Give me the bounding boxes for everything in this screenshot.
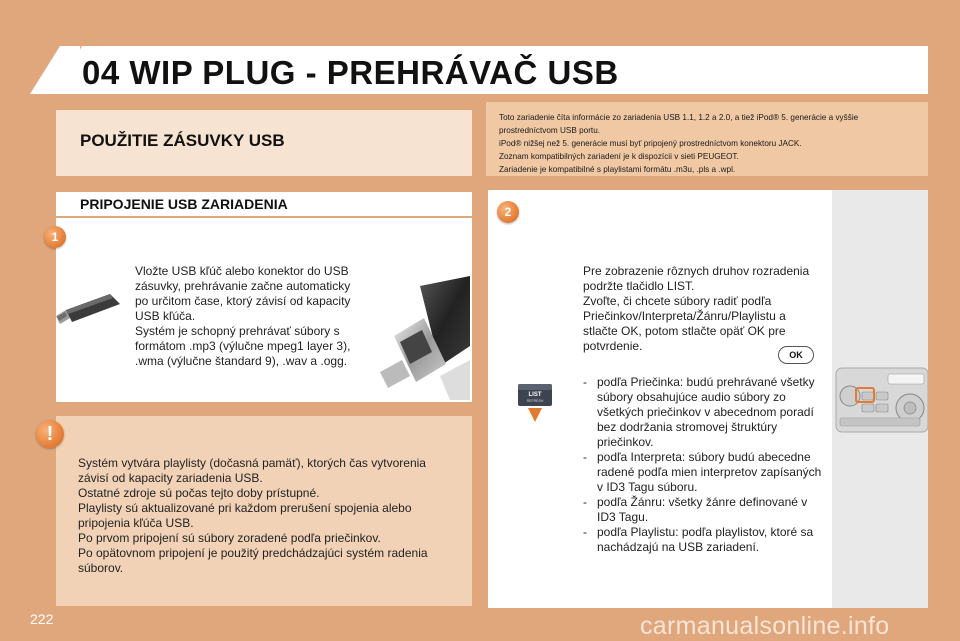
info-text [499, 111, 924, 176]
sort-line: potvrdenie. [583, 339, 643, 353]
sort-line: Priečinkov/Interpreta/Žánru/Playlistu a [583, 309, 786, 323]
sort-line: Pre zobrazenie rôznych druhov rozradenia [583, 264, 810, 278]
bullet-dash: - [583, 525, 587, 539]
watermark-text: carmanualsonline.info [640, 612, 890, 640]
warning-line: Playlisty sú aktualizované pri každom prerušení spojenia alebo [78, 501, 412, 515]
connect-line: USB kľúča. [135, 309, 196, 323]
sort-options-list [583, 375, 828, 555]
sort-line: stlačte OK, potom stlačte opäť OK pre [583, 324, 786, 338]
usb-plug-photo [380, 276, 470, 400]
warning-text [78, 456, 458, 576]
bullet-dash: - [583, 375, 587, 389]
page-number: 222 [30, 611, 54, 627]
warning-line: závisí od kapacity zariadenia USB. [78, 471, 263, 485]
info-line: iPod® nižšej než 5. generácie musí byť pripojený prostredníctvom konektoru JACK. [499, 139, 802, 148]
ok-button-icon: OK [778, 346, 814, 364]
connect-line: po určitom čase, ktorý závisí od kapacity [135, 294, 351, 308]
warning-line: Po prvom pripojení sú súbory zoradené podľa priečinkov. [78, 531, 381, 545]
list-item [583, 525, 828, 555]
connect-line: Vložte USB kľúč alebo konektor do USB [135, 264, 349, 278]
connect-title: PRIPOJENIE USB ZARIADENIA [80, 196, 288, 212]
page-title: 04 WIP PLUG - PREHRÁVAČ USB [82, 54, 619, 91]
info-line: Toto zariadenie číta informácie zo zariadenia USB 1.1, 1.2 a 2.0, a tiež iPod® 5. generácie a vyššie [499, 113, 859, 122]
warning-line: Po opätovnom pripojení je použitý predchádzajúci systém radenia [78, 546, 428, 560]
warning-icon: ! [36, 420, 64, 448]
warning-line: pripojenia kľúča USB. [78, 516, 194, 530]
list-sub-label: REFRESH [526, 399, 544, 403]
list-button-icon [516, 382, 554, 422]
warning-line: súborov. [78, 561, 124, 575]
list-item [583, 450, 828, 495]
connect-line: formátom .mp3 (výlučne mpeg1 layer 3), [135, 339, 351, 353]
connect-line: .wma (výlučne štandard 9), .wav a .ogg. [135, 354, 348, 368]
list-item [583, 375, 828, 450]
bullet-text: podľa Priečinka: budú prehrávané všetky súbory obsahujúce audio súbory zo všetkých priečinkov v abecednom poradí bez dodržania stromovej štruktúry priečinkov. [597, 375, 815, 449]
usb-key-icon [50, 292, 122, 332]
step-2-badge: 2 [497, 201, 519, 223]
bullet-dash: - [583, 450, 587, 464]
connect-line: zásuvky, prehrávanie začne automaticky [135, 279, 351, 293]
section-title: POUŽITIE ZÁSUVKY USB [80, 131, 285, 150]
bullet-dash: - [583, 495, 587, 509]
bullet-text: podľa Žánru: všetky žánre definované v ID3 Tagu. [597, 495, 808, 524]
connect-text [135, 264, 375, 369]
warning-line: Ostatné zdroje sú počas tejto doby prístupné. [78, 486, 320, 500]
bullet-text: podľa Playlistu: podľa playlistov, ktoré sa nachádzajú na USB zariadení. [597, 525, 814, 554]
step-1-badge: 1 [44, 226, 66, 248]
connect-line: Systém je schopný prehrávať súbory s [135, 324, 340, 338]
info-line: prostredníctvom USB portu. [499, 126, 601, 135]
info-line: Zoznam kompatibilných zariadení je k dispozícii v sieti PEUGEOT. [499, 152, 739, 161]
sort-line: Zvoľte, či chcete súbory radiť podľa [583, 294, 772, 308]
sort-text [583, 264, 828, 354]
sort-line: podržte tlačidlo LIST. [583, 279, 695, 293]
info-line: Zariadenie je kompatibilné s playlistami formátu .m3u, .pls a .wpl. [499, 165, 736, 174]
car-radio-illustration [832, 360, 928, 460]
list-item [583, 495, 828, 525]
bullet-text: podľa Interpreta: súbory budú abecedne radené podľa mien interpretov zapísaných v ID3 Tagu súboru. [597, 450, 822, 494]
warning-line: Systém vytvára playlisty (dočasná pamäť), ktorých čas vytvorenia [78, 456, 426, 470]
list-label: LIST [528, 392, 542, 398]
